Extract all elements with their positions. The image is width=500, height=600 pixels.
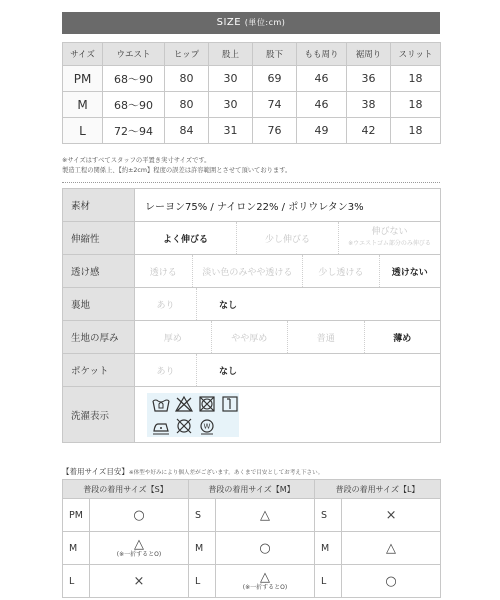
material-row <box>63 189 441 222</box>
size-cell: L <box>63 118 103 144</box>
table-row <box>63 499 441 532</box>
hip-col-header: ヒップ <box>165 43 209 66</box>
size-notes <box>62 156 291 176</box>
hand-wash-icon <box>151 394 171 414</box>
hip-cell: 84 <box>165 118 209 144</box>
sheer-option-slight: 少し透ける <box>303 255 380 287</box>
lining-option-no: なし <box>218 300 237 311</box>
hem-cell: 38 <box>347 92 391 118</box>
hem-col-header: 裾周り <box>347 43 391 66</box>
material-value: レーヨン75% / ナイロン22% / ポリウレタン3% <box>145 201 364 213</box>
size-cell: M <box>63 92 103 118</box>
care-symbols <box>147 393 239 437</box>
fit-size-label: L <box>189 565 216 598</box>
fit-rating: △ <box>216 499 315 532</box>
table-row <box>63 118 441 144</box>
detail-table <box>62 188 441 443</box>
sheer-option-light-colors: 淡い色のみやや透ける <box>193 255 303 287</box>
fit-rating-symbol: △ <box>260 569 270 585</box>
size-col-header: サイズ <box>63 43 103 66</box>
size-title: SIZE <box>216 17 242 28</box>
stretch-label: 伸縮性 <box>63 222 135 255</box>
stretch-option-some: 少し伸びる <box>237 222 339 254</box>
sheer-row <box>63 255 441 288</box>
size-table <box>62 42 441 144</box>
slit-cell: 18 <box>391 118 441 144</box>
fit-rating: ○ <box>90 499 189 532</box>
thigh-cell: 49 <box>297 118 347 144</box>
rise-cell: 30 <box>209 66 253 92</box>
hem-cell: 36 <box>347 66 391 92</box>
lining-row <box>63 288 441 321</box>
sheer-option-opaque: 透けない <box>391 267 428 278</box>
no-dry-clean-icon <box>174 416 194 436</box>
rise-cell: 30 <box>209 92 253 118</box>
fit-rating-note: (※一折するとO) <box>242 583 288 591</box>
fit-size-label: L <box>63 565 90 598</box>
waist-cell: 68〜90 <box>103 66 165 92</box>
slit-cell: 18 <box>391 66 441 92</box>
svg-text:W: W <box>203 422 211 430</box>
fit-guide-heading: 【着用サイズ目安】 <box>62 467 129 476</box>
fit-rating <box>216 565 315 598</box>
pocket-row <box>63 354 441 387</box>
note-line: 製造工程の関係上、【約±2cm】程度の誤差は許容範囲とさせて頂いております。 <box>62 167 292 174</box>
thickness-option-thick: 厚め <box>135 321 212 353</box>
thickness-option-normal: 普通 <box>288 321 365 353</box>
care-row <box>63 387 441 443</box>
iron-low-icon <box>151 416 171 436</box>
fit-rating-note: (※一折するとO) <box>116 550 162 558</box>
fit-rating: × <box>90 565 189 598</box>
fit-rating-symbol: △ <box>134 536 144 552</box>
fit-rating: × <box>342 499 441 532</box>
stretch-row <box>63 222 441 255</box>
lining-option-yes: あり <box>135 288 197 320</box>
fit-guide-note: ※体型や好みにより個人差がございます。あくまで目安としてお考え下さい。 <box>128 470 324 476</box>
usual-size-l-header: 普段の着用サイズ【L】 <box>315 480 441 499</box>
note-line: ※サイズはすべてスタッフの平置き実寸サイズです。 <box>62 157 211 164</box>
fit-size-label: S <box>189 499 216 532</box>
no-tumble-dry-icon <box>197 394 217 414</box>
size-cell: PM <box>63 66 103 92</box>
slit-cell: 18 <box>391 92 441 118</box>
usual-size-s-header: 普段の着用サイズ【S】 <box>63 480 189 499</box>
pocket-option-no: なし <box>218 366 237 377</box>
pocket-label: ポケット <box>63 354 135 387</box>
care-label: 洗濯表示 <box>63 387 135 443</box>
fit-size-label: PM <box>63 499 90 532</box>
fit-size-label: L <box>315 565 342 598</box>
table-row <box>63 565 441 598</box>
material-label: 素材 <box>63 189 135 222</box>
fit-size-label: S <box>315 499 342 532</box>
table-row <box>63 66 441 92</box>
thickness-row <box>63 321 441 354</box>
hip-cell: 80 <box>165 92 209 118</box>
thickness-option-slightly-thick: やや厚め <box>212 321 289 353</box>
waist-col-header: ウエスト <box>103 43 165 66</box>
divider <box>62 182 440 183</box>
stretch-option-none-label: 伸びない <box>371 227 408 237</box>
stretch-option-note: ※ウエストゴム部分のみ伸びる <box>348 240 431 247</box>
rise-cell: 31 <box>209 118 253 144</box>
thickness-option-thin: 薄め <box>393 333 412 344</box>
fit-rating: ○ <box>342 565 441 598</box>
fit-guide-title <box>62 466 323 477</box>
sheer-label: 透け感 <box>63 255 135 288</box>
table-row <box>63 532 441 565</box>
fit-size-label: M <box>189 532 216 565</box>
thickness-label: 生地の厚み <box>63 321 135 354</box>
inseam-cell: 74 <box>253 92 297 118</box>
usual-size-m-header: 普段の着用サイズ【M】 <box>189 480 315 499</box>
waist-cell: 68〜90 <box>103 92 165 118</box>
fit-rating: ○ <box>216 532 315 565</box>
lining-label: 裏地 <box>63 288 135 321</box>
hem-cell: 42 <box>347 118 391 144</box>
sheer-option-sheer: 透ける <box>135 255 193 287</box>
fit-size-label: M <box>315 532 342 565</box>
size-table-header-row <box>63 43 441 66</box>
slit-col-header: スリット <box>391 43 441 66</box>
size-unit: (単位:cm) <box>244 18 286 27</box>
thigh-col-header: もも周り <box>297 43 347 66</box>
hip-cell: 80 <box>165 66 209 92</box>
fit-guide-table <box>62 479 441 598</box>
wet-clean-icon <box>197 416 217 436</box>
stretch-option-high: よく伸びる <box>135 222 237 254</box>
fit-rating <box>90 532 189 565</box>
fit-rating: △ <box>342 532 441 565</box>
inseam-col-header: 股下 <box>253 43 297 66</box>
stretch-option-none <box>339 222 440 254</box>
fit-header-row <box>63 480 441 499</box>
table-row <box>63 92 441 118</box>
line-dry-icon <box>220 394 240 414</box>
pocket-option-yes: あり <box>135 354 197 386</box>
waist-cell: 72〜94 <box>103 118 165 144</box>
size-section-header <box>62 12 440 34</box>
rise-col-header: 股上 <box>209 43 253 66</box>
thigh-cell: 46 <box>297 66 347 92</box>
thigh-cell: 46 <box>297 92 347 118</box>
inseam-cell: 69 <box>253 66 297 92</box>
no-bleach-icon <box>174 394 194 414</box>
fit-size-label: M <box>63 532 90 565</box>
inseam-cell: 76 <box>253 118 297 144</box>
